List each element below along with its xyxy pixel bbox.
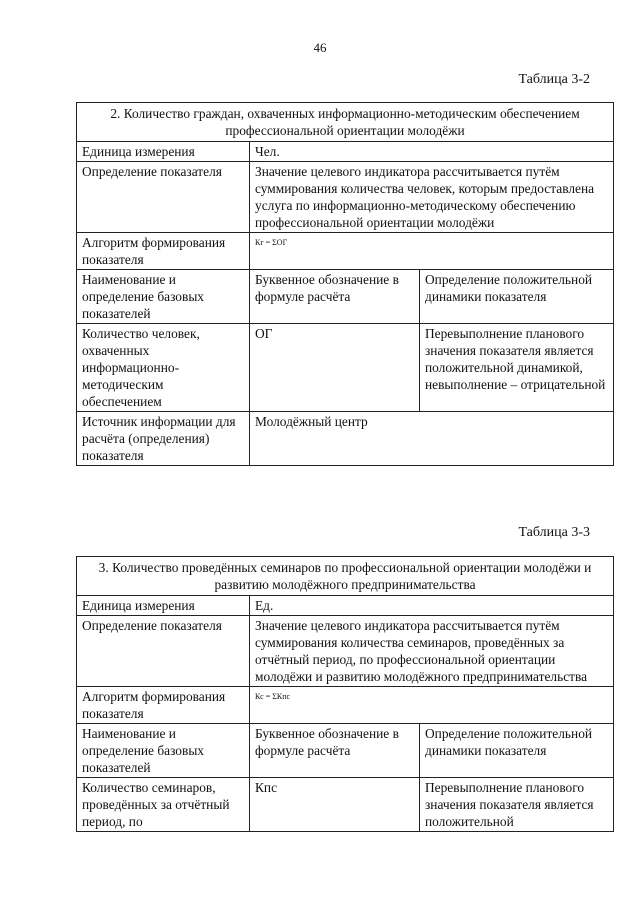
table-row xyxy=(77,778,614,832)
algorithm-label: Алгоритм формирования показателя xyxy=(77,687,250,724)
base-row-dynamics: Перевыполнение планового значения показателя является положительной динамикой, невыполнение – отрицательной xyxy=(420,324,614,412)
base-row-name: Количество семинаров, проведённых за отчётный период, по xyxy=(77,778,250,832)
definition-label: Определение показателя xyxy=(77,616,250,687)
indicator-table xyxy=(76,556,614,832)
source-value: Молодёжный центр xyxy=(250,412,614,466)
table-row xyxy=(77,142,614,162)
source-label: Источник информации для расчёта (определения) показателя xyxy=(77,412,250,466)
table-title-row xyxy=(77,103,614,142)
algorithm-cell xyxy=(250,687,614,724)
base-row-dynamics: Перевыполнение планового значения показателя является положительной xyxy=(420,778,614,832)
algorithm-cell xyxy=(250,233,614,270)
table-row xyxy=(77,162,614,233)
table-row xyxy=(77,412,614,466)
definition-value: Значение целевого индикатора рассчитывается путём суммирования количества человек, которым предоставлена услуга по информационно-методическому обеспечению профессиональной ориентации молодёжи xyxy=(250,162,614,233)
table-row xyxy=(77,324,614,412)
base-header-name: Наименование и определение базовых показателей xyxy=(77,270,250,324)
base-row-symbol: ОГ xyxy=(250,324,420,412)
base-header-symbol: Буквенное обозначение в формуле расчёта xyxy=(250,270,420,324)
unit-value: Ед. xyxy=(250,596,614,616)
unit-label: Единица измерения xyxy=(77,142,250,162)
table-row xyxy=(77,687,614,724)
definition-label: Определение показателя xyxy=(77,162,250,233)
algorithm-formula: Кг = ΣОГ xyxy=(255,238,288,247)
base-header-name: Наименование и определение базовых показателей xyxy=(77,724,250,778)
table-caption: Таблица 3-2 xyxy=(518,72,590,87)
table-caption: Таблица 3-3 xyxy=(518,525,590,540)
table-title: 3. Количество проведённых семинаров по профессиональной ориентации молодёжи и развитию молодёжного предпринимательства xyxy=(77,557,614,596)
table-title-row xyxy=(77,557,614,596)
table-header-row xyxy=(77,724,614,778)
table-row xyxy=(77,596,614,616)
algorithm-label: Алгоритм формирования показателя xyxy=(77,233,250,270)
base-header-symbol: Буквенное обозначение в формуле расчёта xyxy=(250,724,420,778)
base-header-dynamics: Определение положительной динамики показателя xyxy=(420,270,614,324)
table-title: 2. Количество граждан, охваченных информационно-методическим обеспечением профессиональной ориентации молодёжи xyxy=(77,103,614,142)
table-row xyxy=(77,616,614,687)
indicator-table xyxy=(76,102,614,466)
definition-value: Значение целевого индикатора рассчитывается путём суммирования количества семинаров, проведённых за отчётный период, по профессиональной ориентации молодёжи и развитию молодёжного предпринимательства xyxy=(250,616,614,687)
table-row xyxy=(77,233,614,270)
table-header-row xyxy=(77,270,614,324)
base-row-name: Количество человек, охваченных информационно-методическим обеспечением xyxy=(77,324,250,412)
base-row-symbol: Кпс xyxy=(250,778,420,832)
unit-label: Единица измерения xyxy=(77,596,250,616)
base-header-dynamics: Определение положительной динамики показателя xyxy=(420,724,614,778)
algorithm-formula: Кс = ΣКпс xyxy=(255,692,291,701)
page-number: 46 xyxy=(313,40,327,55)
unit-value: Чел. xyxy=(250,142,614,162)
